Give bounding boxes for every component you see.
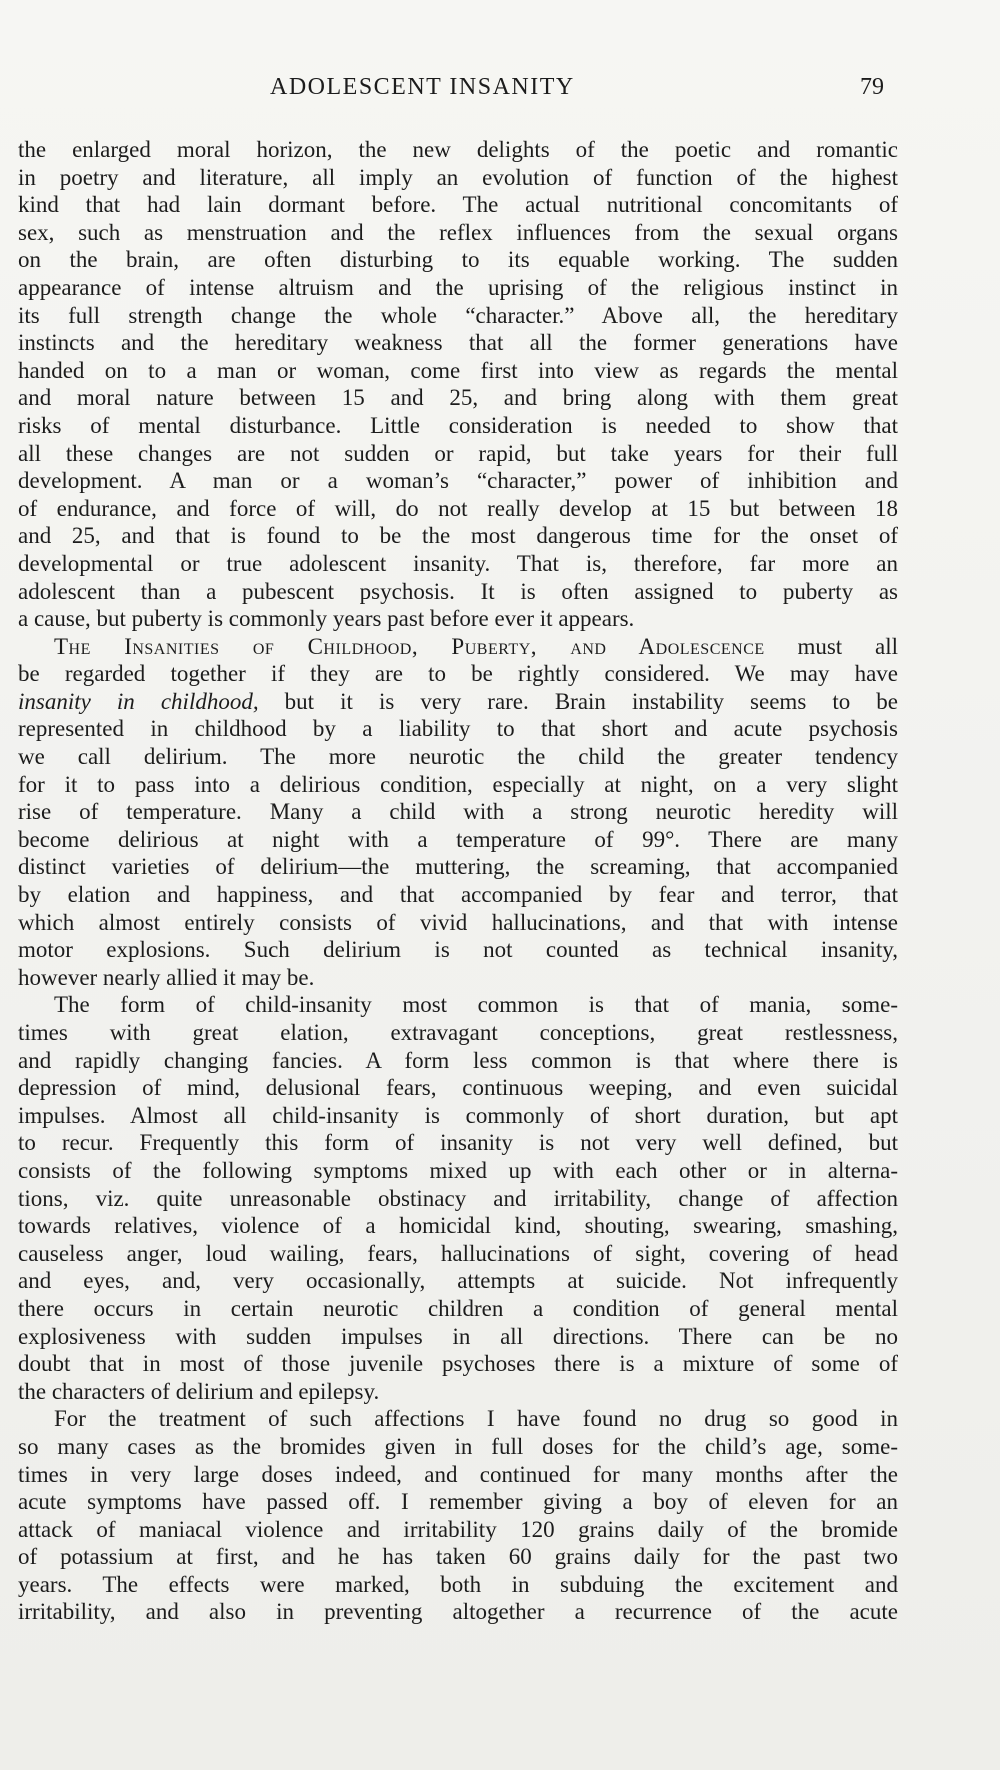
- text-line: sex, such as menstruation and the reflex influences from the sexual organs: [18, 219, 898, 245]
- text-line: in poetry and literature, all imply an evolution of function of the highest: [18, 164, 898, 190]
- italic-phrase: insanity in childhood,: [18, 688, 259, 714]
- text-line: which almost entirely consists of vivid hallucinations, and that with intense: [18, 909, 898, 935]
- text-line: causeless anger, loud wailing, fears, hallucinations of sight, covering of head: [18, 1240, 898, 1266]
- text-line: times with great elation, extravagant conceptions, great restlessness,: [18, 1020, 898, 1045]
- text-line: and eyes, and, very occasionally, attempts at suicide. Not infrequently: [18, 1268, 898, 1294]
- text-line: we call delirium. The more neurotic the child the greater tendency: [18, 744, 898, 770]
- text-line: of potassium at first, and he has taken 60 grains daily for the past two: [18, 1544, 898, 1570]
- text-line: acute symptoms have passed off. I remember giving a boy of eleven for an: [18, 1489, 898, 1515]
- text-line: however nearly allied it may be.: [18, 964, 315, 990]
- text-line: the characters of delirium and epilepsy.: [18, 1378, 380, 1404]
- text-line: motor explosions. Such delirium is not counted as technical insanity,: [18, 937, 898, 963]
- running-head: [0, 74, 1000, 110]
- text-line: instincts and the hereditary weakness that all the former generations have: [18, 330, 898, 356]
- text-line: explosiveness with sudden impulses in all directions. There can be no: [18, 1323, 898, 1349]
- text-line: developmental or true adolescent insanity. That is, therefore, far more an: [18, 550, 898, 576]
- text-line: be regarded together if they are to be rightly considered. We may have: [18, 661, 898, 687]
- text-line: consists of the following symptoms mixed up with each other or in alterna-: [18, 1157, 898, 1183]
- text-line: and 25, and that is found to be the most dangerous time for the onset of: [18, 523, 898, 549]
- text-line-italic: [18, 688, 898, 716]
- text-line: handed on to a man or woman, come first into view as regards the mental: [18, 357, 898, 383]
- text-line: impulses. Almost all child-insanity is commonly of short duration, but apt: [18, 1102, 898, 1128]
- text-line: and moral nature between 15 and 25, and bring along with them great: [18, 385, 898, 411]
- text-line: tions, viz. quite unreasonable obstinacy and irritability, change of affection: [18, 1185, 898, 1211]
- text-line: represented in childhood by a liability to that short and acute psychosis: [18, 716, 898, 742]
- text-line: appearance of intense altruism and the uprising of the religious instinct in: [18, 274, 898, 300]
- text-line: irritability, and also in preventing altogether a recurrence of the acute: [18, 1599, 898, 1625]
- text-line: risks of mental disturbance. Little consideration is needed to show that: [18, 412, 898, 438]
- text-line: times in very large doses indeed, and continued for many months after the: [18, 1461, 898, 1487]
- section-heading: The Insanities of Childhood, Puberty, and Adolescence: [54, 633, 765, 659]
- page-number: 79: [860, 74, 884, 100]
- text-line: become delirious at night with a temperature of 99°. There are many: [18, 826, 898, 852]
- text-line: of endurance, and force of will, do not really develop at 15 but between 18: [18, 495, 898, 521]
- text-line: doubt that in most of those juvenile psychoses there is a mixture of some of: [18, 1351, 898, 1377]
- section-heading-rest: must all: [764, 633, 898, 659]
- text-line: there occurs in certain neurotic children a condition of general mental: [18, 1295, 898, 1321]
- text-line: kind that had lain dormant before. The actual nutritional concomitants of: [18, 192, 898, 218]
- text-line: by elation and happiness, and that accompanied by fear and terror, that: [18, 882, 898, 908]
- text-line: so many cases as the bromides given in full doses for the child’s age, some-: [18, 1433, 898, 1459]
- body-text: [18, 136, 898, 1626]
- text-line: towards relatives, violence of a homicidal kind, shouting, swearing, smashing,: [18, 1213, 898, 1239]
- text-line: rise of temperature. Many a child with a strong neurotic heredity will: [18, 799, 898, 825]
- text-line: a cause, but puberty is commonly years past before ever it appears.: [18, 606, 635, 632]
- text-line-section-heading: [18, 633, 898, 661]
- text-line: all these changes are not sudden or rapid, but take years for their full: [18, 440, 898, 466]
- italic-rest: but it is very rare. Brain instability seems to be: [258, 688, 898, 714]
- text-line: on the brain, are often disturbing to its equable working. The sudden: [18, 247, 898, 273]
- text-line: years. The effects were marked, both in subduing the excitement and: [18, 1571, 898, 1597]
- text-line: development. A man or a woman’s “character,” power of inhibition and: [18, 468, 898, 494]
- text-line: distinct varieties of delirium—the muttering, the screaming, that accompanied: [18, 854, 898, 880]
- text-line: adolescent than a pubescent psychosis. It is often assigned to puberty as: [18, 578, 898, 604]
- text-line: depression of mind, delusional fears, continuous weeping, and even suicidal: [18, 1075, 898, 1101]
- running-title: ADOLESCENT INSANITY: [270, 74, 575, 100]
- text-line: For the treatment of such affections I have found no drug so good in: [54, 1406, 898, 1432]
- text-line: The form of child-insanity most common is that of mania, some-: [54, 992, 898, 1018]
- text-line: the enlarged moral horizon, the new delights of the poetic and romantic: [18, 137, 898, 162]
- text-line: for it to pass into a delirious condition, especially at night, on a very slight: [18, 771, 898, 797]
- text-line: attack of maniacal violence and irritability 120 grains daily of the bromide: [18, 1516, 898, 1542]
- text-line: and rapidly changing fancies. A form less common is that where there is: [18, 1047, 898, 1073]
- text-line: its full strength change the whole “character.” Above all, the hereditary: [18, 302, 898, 328]
- text-line: to recur. Frequently this form of insanity is not very well defined, but: [18, 1130, 898, 1156]
